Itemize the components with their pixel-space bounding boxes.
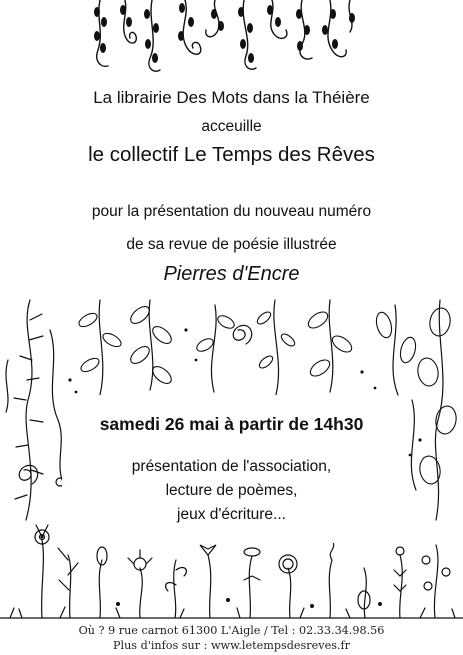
program-item-1: présentation de l'association, <box>131 458 332 475</box>
collective-name-line: le collectif Le Temps des Rêves <box>88 143 375 166</box>
address-line: Où ? 9 rue carnot 61300 L'Aigle / Tel : 02.33.34.98.56 <box>78 624 385 637</box>
welcomes-line: acceuille <box>201 118 262 135</box>
host-bookshop-line: La librairie Des Mots dans la Théière <box>93 88 370 107</box>
program-item-3: jeux d'écriture... <box>177 506 286 523</box>
presentation-line-2: de sa revue de poésie illustrée <box>126 236 337 253</box>
website-line: Plus d'infos sur : www.letempsdesreves.fr <box>113 639 350 652</box>
revue-title: Pierres d'Encre <box>163 263 300 285</box>
program-item-2: lecture de poèmes, <box>165 482 298 499</box>
presentation-line-1: pour la présentation du nouveau numéro <box>91 203 372 220</box>
event-date: samedi 26 mai à partir de 14h30 <box>99 414 364 434</box>
